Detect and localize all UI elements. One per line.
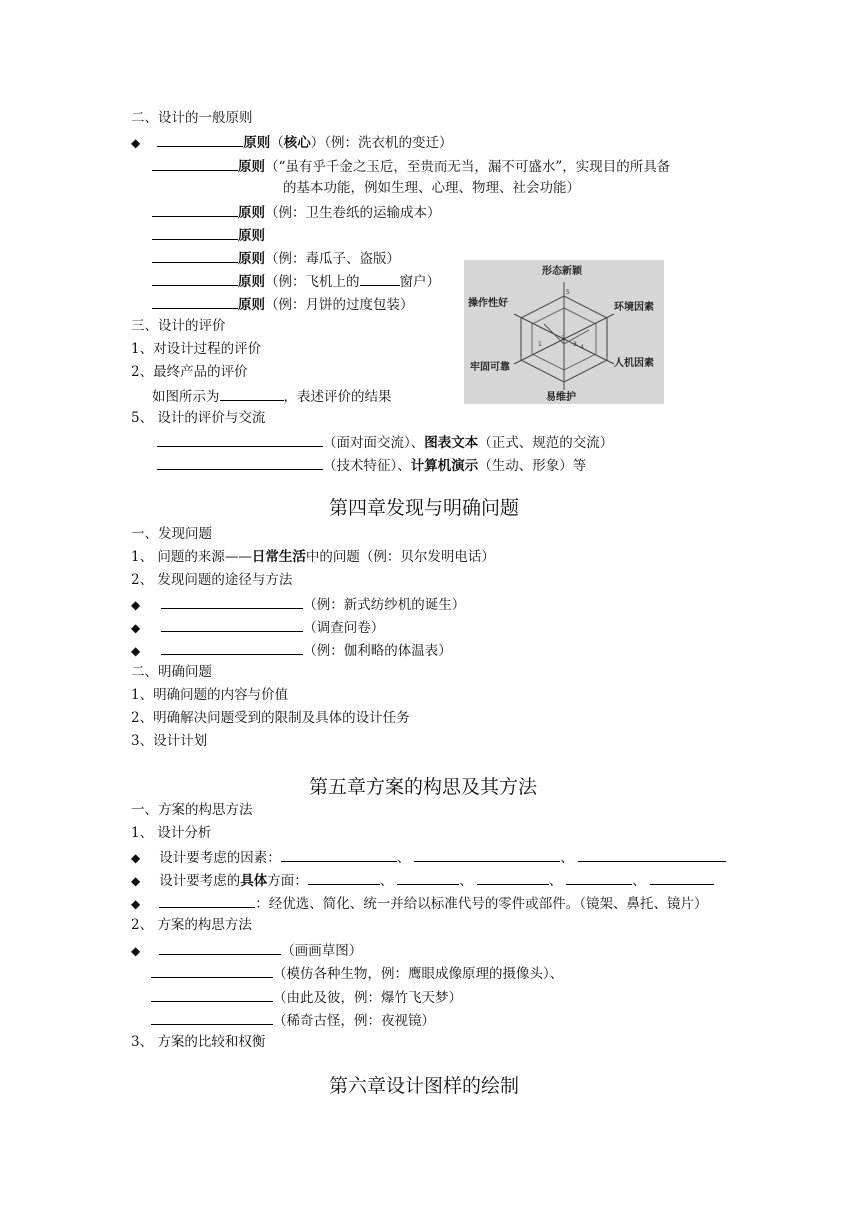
radar-tick: 5 [566, 289, 570, 296]
fill-blank[interactable] [151, 963, 273, 978]
fill-blank[interactable] [308, 870, 380, 885]
fill-blank[interactable] [157, 132, 243, 147]
principle-line-2: 原则（“虽有乎千金之玉卮，至贵而无当，漏不可盛水”，实现目的所具备 [152, 156, 670, 176]
fill-blank[interactable] [566, 870, 632, 885]
list-item: 2、 发现问题的途径与方法 [131, 572, 293, 588]
fill-blank[interactable] [161, 594, 303, 609]
chapter-title: 第四章发现与明确问题 [329, 497, 520, 519]
list-item: 1、 设计分析 [131, 825, 212, 841]
diamond-bullet-icon: ◆ [131, 874, 141, 888]
fill-blank[interactable] [650, 870, 714, 885]
factors-line: ◆ 设计要考虑的因素： 、 、 [131, 847, 726, 867]
radar-tick: 3 [573, 341, 577, 348]
principle-line-7: 原则（例：月饼的过度包装） [152, 294, 414, 314]
radar-chart-image [464, 260, 664, 404]
radar-axis-label: 人机因素 [614, 358, 654, 369]
concept-method-3: （由此及彼，例：爆竹飞天梦） [151, 987, 462, 1007]
fill-blank[interactable] [152, 248, 238, 263]
diamond-bullet-icon: ◆ [131, 598, 141, 612]
radar-tick: 4 [580, 344, 584, 351]
radar-axis-label: 操作性好 [468, 298, 508, 309]
standard-parts-line: ◆ ：经优选、简化、统一并给以标准代号的零件或部件。（镜架、鼻托、镜片） [131, 893, 708, 913]
fill-blank[interactable] [161, 640, 303, 655]
list-item: 5、 设计的评价与交流 [131, 410, 266, 426]
diamond-bullet-icon: ◆ [131, 944, 141, 958]
diamond-bullet-icon: ◆ [131, 136, 141, 150]
concept-method-1: ◆ （画画草图） [131, 940, 362, 960]
method-line-2: ◆ （调查问卷） [131, 617, 384, 637]
radar-chart-svg [464, 260, 664, 404]
fill-blank[interactable] [360, 271, 400, 286]
fill-blank[interactable] [151, 987, 273, 1002]
fill-blank[interactable] [151, 1010, 273, 1025]
fill-blank[interactable] [220, 386, 284, 401]
communication-line-2: （技术特征）、计算机演示（生动、形象）等 [157, 455, 586, 475]
diamond-bullet-icon: ◆ [131, 897, 141, 911]
principle-line-5: 原则（例：毒瓜子、盗版） [152, 248, 400, 268]
principle-line-6: 原则（例：飞机上的 窗户） [152, 271, 440, 291]
list-item: 3、设计计划 [131, 733, 208, 749]
method-line-3: ◆ （例：伽利略的体温表） [131, 640, 452, 660]
principle-line-3: 原则（例：卫生卷纸的运输成本） [152, 202, 441, 222]
radar-axis-label: 易维护 [546, 392, 576, 403]
radar-evaluation-line [544, 324, 589, 344]
fill-blank[interactable] [578, 847, 726, 862]
radar-axis-label: 牢固可靠 [470, 362, 510, 373]
fill-blank[interactable] [397, 870, 459, 885]
fill-blank[interactable] [161, 617, 303, 632]
fill-blank[interactable] [152, 202, 238, 217]
list-item: 1、对设计过程的评价 [131, 341, 262, 357]
section-heading: 一、发现问题 [131, 526, 212, 542]
diamond-bullet-icon: ◆ [131, 621, 141, 635]
radar-tick: 1 [538, 341, 542, 348]
chapter-title: 第五章方案的构思及其方法 [309, 776, 538, 798]
list-item: 2、明确解决问题受到的限制及具体的设计任务 [131, 710, 410, 726]
list-item: 2、 方案的构思方法 [131, 917, 252, 933]
section-heading: 二、明确问题 [131, 664, 212, 680]
communication-line-1: （面对面交流）、图表文本（正式、规范的交流） [157, 432, 613, 452]
aspects-line: ◆ 设计要考虑的具体方面： 、 、 、 、 [131, 870, 714, 890]
fill-blank[interactable] [477, 870, 549, 885]
section-heading: 二、设计的一般原则 [131, 110, 253, 126]
section-heading: 三、设计的评价 [131, 318, 226, 334]
radar-tick: 2 [561, 335, 565, 342]
fill-blank[interactable] [157, 432, 323, 447]
principle-line-2-cont: 的基本功能，例如生理、心理、物理、社会功能） [283, 180, 580, 196]
list-item: 如图所示为 ，表述评价的结果 [152, 386, 392, 406]
list-item: 1、明确问题的内容与价值 [131, 687, 289, 703]
fill-blank[interactable] [152, 156, 238, 171]
fill-blank[interactable] [157, 455, 323, 470]
chapter-title: 第六章设计图样的绘制 [329, 1075, 520, 1097]
list-item: 3、 方案的比较和权衡 [131, 1034, 266, 1050]
radar-axis-label: 形态新颖 [542, 266, 582, 277]
diamond-bullet-icon: ◆ [131, 644, 141, 658]
method-line-1: ◆ （例：新式纺纱机的诞生） [131, 594, 465, 614]
fill-blank[interactable] [152, 294, 238, 309]
fill-blank[interactable] [159, 893, 255, 908]
concept-method-4: （稀奇古怪，例：夜视镜） [151, 1010, 435, 1030]
concept-method-2: （模仿各种生物，例：鹰眼成像原理的摄像头）、 [151, 963, 563, 983]
list-item: 2、最终产品的评价 [131, 364, 248, 380]
principle-line-4: 原则 [152, 225, 265, 245]
fill-blank[interactable] [152, 271, 238, 286]
radar-axis-label: 环境因素 [614, 302, 654, 313]
diamond-bullet-icon: ◆ [131, 851, 141, 865]
list-item: 1、 问题的来源——日常生活中的问题（例：贝尔发明电话） [131, 549, 495, 565]
fill-blank[interactable] [414, 847, 560, 862]
principle-line-1: ◆ 原则（核心）（例：洗衣机的变迁） [131, 132, 453, 152]
section-heading: 一、方案的构思方法 [131, 802, 253, 818]
fill-blank[interactable] [159, 940, 281, 955]
fill-blank[interactable] [281, 847, 397, 862]
fill-blank[interactable] [152, 225, 238, 240]
